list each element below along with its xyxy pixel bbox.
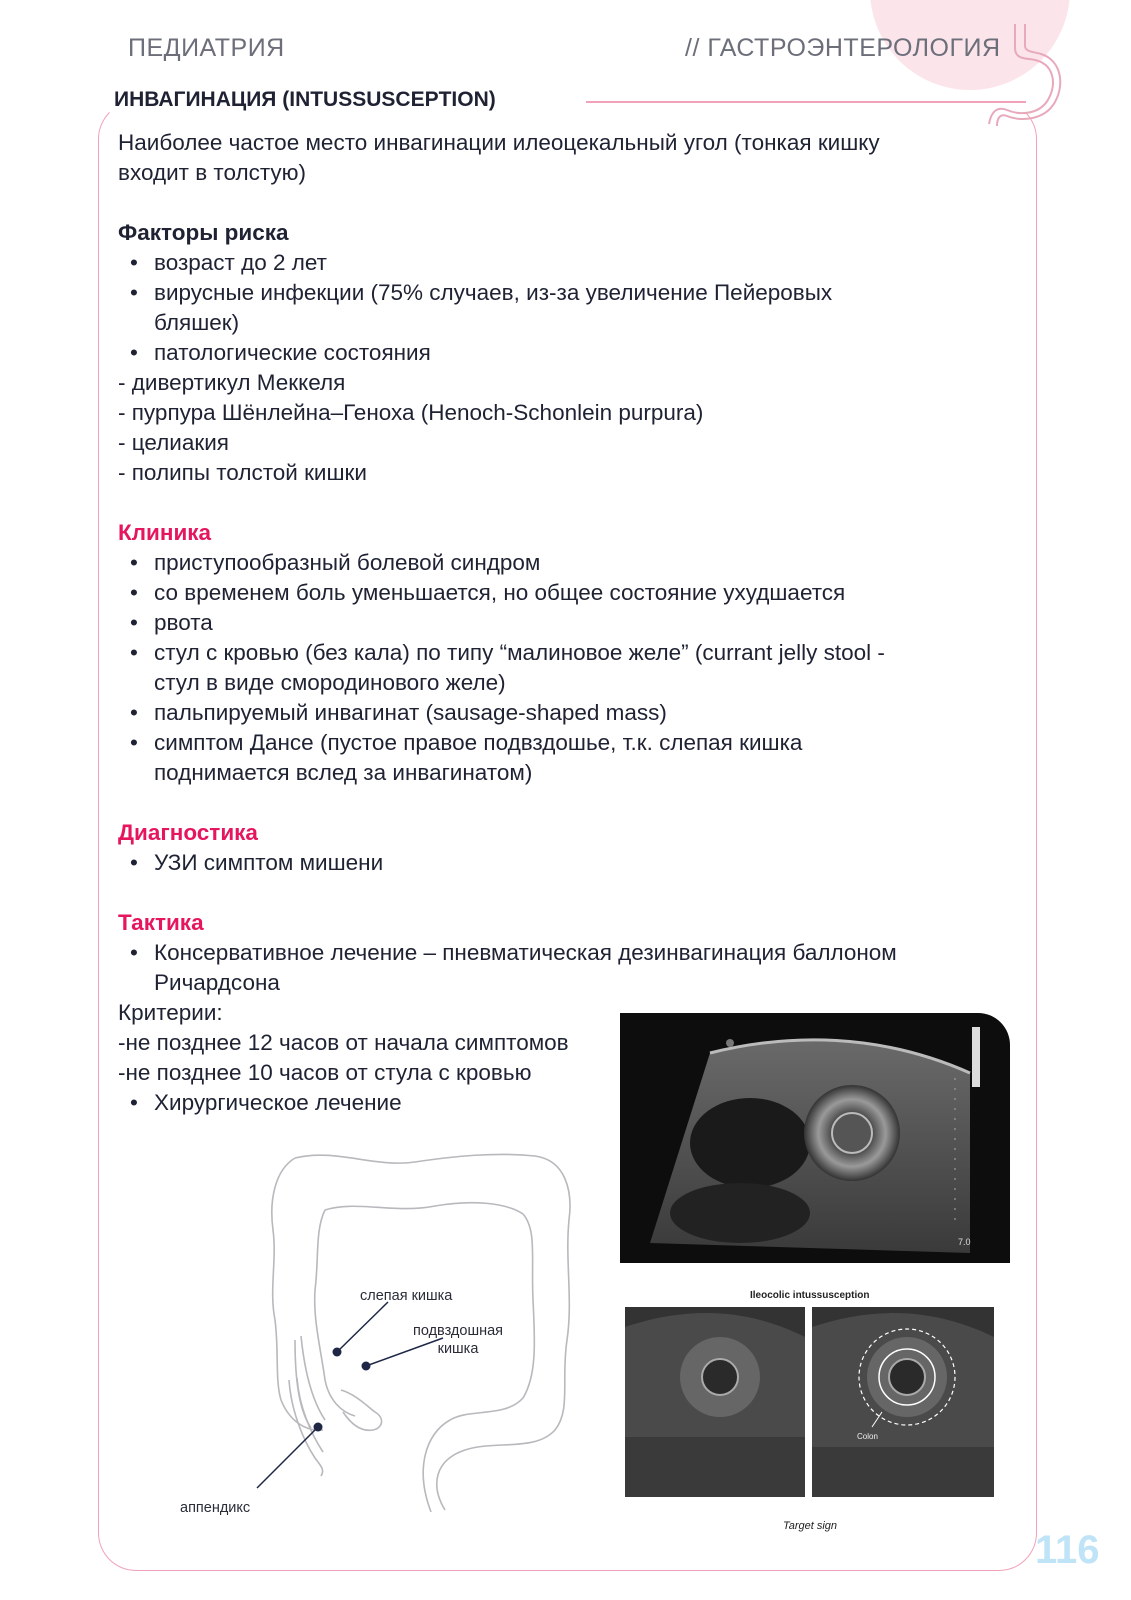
clinic-bullet-cont: поднимается вслед за инвагинатом) — [154, 760, 533, 785]
title-divider — [586, 101, 1026, 103]
clinic-bullet: • приступообразный болевой синдром — [118, 548, 998, 578]
diagnostics-heading: Диагностика — [118, 820, 258, 845]
ultrasound-caption-top: Ileocolic intussusception — [750, 1290, 870, 1301]
clinic-bullet: • стул с кровью (без кала) по типу “малиновое желе” (currant jelly stool - — [118, 638, 998, 668]
intro-line-2: входит в толстую) — [118, 160, 307, 185]
label-cecum: слепая кишка — [360, 1288, 453, 1304]
intro-line-1: Наиболее частое место инвагинации илеоцекальный угол (тонкая кишку — [118, 130, 880, 155]
diagnostics-bullet: • УЗИ симптом мишени — [118, 848, 998, 878]
us-scale-label: 7.0 — [958, 1237, 971, 1247]
tactics-bullet: • Хирургическое лечение — [118, 1088, 998, 1118]
page-title: ИНВАГИНАЦИЯ (INTUSSUSCEPTION) — [114, 88, 504, 112]
criteria-item: -не позднее 10 часов от стула с кровью — [118, 1060, 532, 1085]
tactics-bullet-cont: Ричардсона — [154, 970, 280, 995]
label-appendix: аппендикс — [180, 1500, 251, 1516]
label-ileum — [413, 1322, 503, 1358]
risk-bullet: • вирусные инфекции (75% случаев, из-за увеличение Пейеровых — [118, 278, 998, 308]
main-content — [118, 128, 998, 1118]
criteria-item: -не позднее 12 часов от начала симптомов — [118, 1030, 569, 1055]
ultrasound-image-right — [812, 1307, 994, 1497]
us-colon-label: Colon — [857, 1432, 878, 1441]
clinic-heading: Клиника — [118, 520, 212, 545]
label-ileum-line1: подвздошная — [413, 1323, 504, 1339]
criteria-label: Критерии: — [118, 1000, 223, 1025]
risk-dash-item: - целиакия — [118, 430, 229, 455]
ultrasound-scan — [620, 1013, 1010, 1263]
ultrasound-caption-bottom: Target sign — [783, 1520, 838, 1532]
risk-bullet-cont: бляшек) — [154, 310, 240, 335]
risk-dash-item: - пурпура Шёнлейна–Геноха (Henoch-Schonlein purpura) — [118, 400, 704, 425]
risk-dash-item: - полипы толстой кишки — [118, 460, 367, 485]
risk-bullet: • возраст до 2 лет — [118, 248, 998, 278]
label-ileum-line2: кишка — [437, 1341, 479, 1357]
clinic-bullet-cont: стул в виде смородинового желе) — [154, 670, 506, 695]
ultrasound-image-main — [620, 1013, 1010, 1263]
clinic-bullet: • со временем боль уменьшается, но общее состояние ухудшается — [118, 578, 998, 608]
header-section-right: // ГАСТРОЭНТЕРОЛОГИЯ — [685, 34, 1001, 62]
header-section-left: ПЕДИАТРИЯ — [128, 34, 285, 62]
clinic-bullet: • рвота — [118, 608, 998, 638]
risk-bullet: • патологические состояния — [118, 338, 998, 368]
clinic-bullet: • пальпируемый инвагинат (sausage-shaped mass) — [118, 698, 998, 728]
risk-heading: Факторы риска — [118, 220, 289, 245]
page-number: 116 — [1035, 1528, 1100, 1572]
tactics-bullet: • Консервативное лечение – пневматическая дезинвагинация баллоном — [118, 938, 998, 968]
ultrasound-image-left — [625, 1307, 805, 1497]
clinic-bullet: • симптом Дансе (пустое правое подвздошье, т.к. слепая кишка — [118, 728, 998, 758]
risk-dash-item: - дивертикул Меккеля — [118, 370, 346, 395]
tactics-heading: Тактика — [118, 910, 204, 935]
